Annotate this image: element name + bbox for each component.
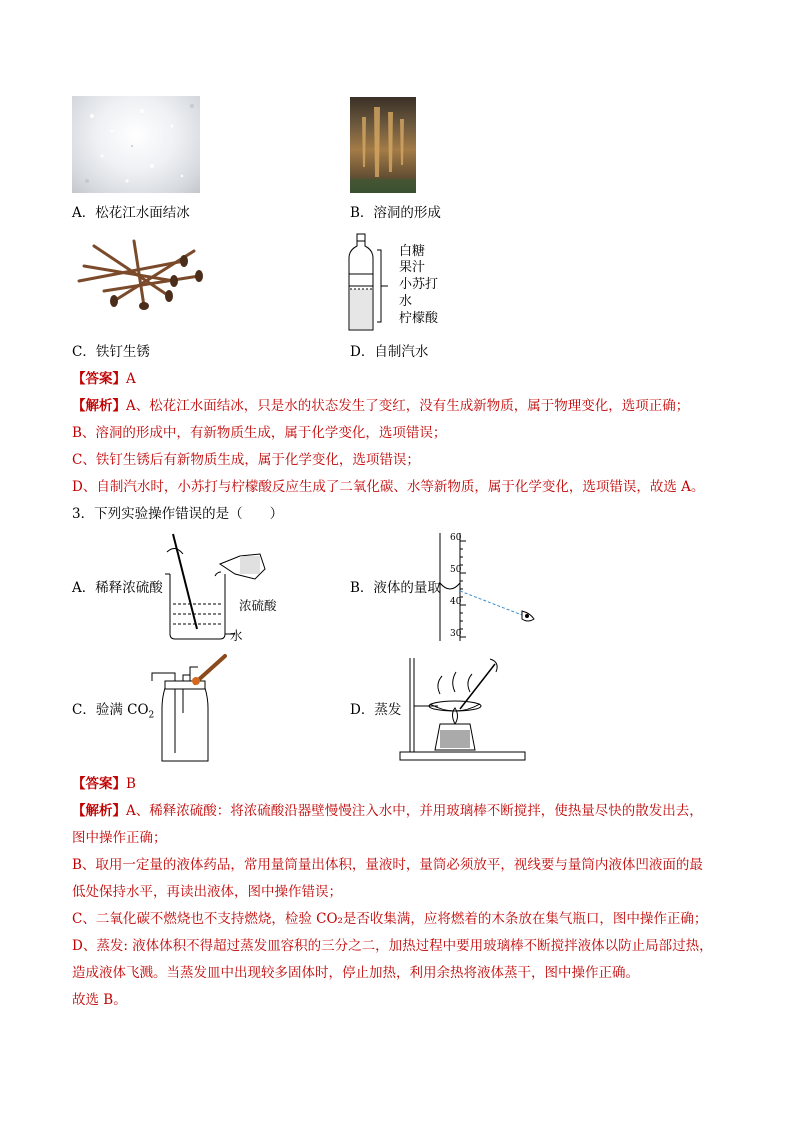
option-b-label: B．溶洞的形成 <box>350 205 441 221</box>
q3-conclusion: 故选 B。 <box>72 992 127 1008</box>
option-d-label: D．自制汽水 <box>350 344 429 360</box>
answer-tag: 【答案】 <box>72 776 126 792</box>
option-a-label: A．松花江水面结冰 <box>72 205 190 221</box>
rusty-nails-image <box>74 236 204 311</box>
q3-option-d-label: D．蒸发 <box>350 702 402 718</box>
q3-analysis-line-3: B、取用一定量的液体药品，常用量筒量出体积，量液时，量筒必须放平，视线要与量筒内液体凹液面的最 <box>72 857 703 873</box>
q3-stem: 3．下列实验操作错误的是（ ） <box>72 506 284 522</box>
q3-analysis-line-7: 造成液体飞溅。当蒸发皿中出现较多固体时，停止加热，利用余热将液体蒸干，图中操作正确。 <box>72 965 639 981</box>
option-c-subscript: 2 <box>148 710 155 721</box>
answer-tag: 【答案】 <box>72 371 126 387</box>
fig-a-acid-label: 浓硫酸 <box>239 598 277 613</box>
q3-option-b-label: B．液体的量取 <box>350 580 441 596</box>
q3-analysis-line-4: 低处保持水平，再读出液体，图中操作错误； <box>72 884 342 900</box>
q3-analysis-line-1 <box>72 801 703 821</box>
co2-collection-figure <box>150 653 240 763</box>
bottle-label-juice: 果汁 <box>399 260 426 275</box>
measuring-cylinder-figure <box>430 533 540 643</box>
analysis-tag: 【解析】 <box>72 398 126 414</box>
dilute-acid-figure <box>165 534 285 644</box>
soda-bottle-image <box>346 234 396 334</box>
q2-analysis-line-3: C、铁钉生锈后有新物质生成，属于化学变化，选项错误； <box>72 452 420 468</box>
bottle-label-baking-soda: 小苏打 <box>399 277 439 292</box>
q2-analysis-line-1 <box>72 396 689 416</box>
option-c-label: C．铁钉生锈 <box>72 344 150 360</box>
answer-value: A <box>126 371 136 387</box>
analysis-tag: 【解析】 <box>72 803 126 819</box>
q3-analysis-line-5: C、二氧化碳不燃烧也不支持燃烧，检验 CO₂是否收集满，应将燃着的木条放在集气瓶口，图中操作正确； <box>72 911 708 927</box>
evaporation-figure <box>400 654 530 764</box>
ice-photo <box>72 96 200 193</box>
analysis-text: A、松花江水面结冰，只是水的状态发生了变红，没有生成新物质，属于物理变化，选项正确； <box>126 398 690 414</box>
bottle-label-citric-acid: 柠檬酸 <box>399 311 439 326</box>
option-c-text: C．验满 CO <box>72 702 149 718</box>
cylinder-tick-40: 40 <box>450 597 462 607</box>
q3-analysis-line-2: 图中操作正确； <box>72 830 167 846</box>
q3-analysis-line-6: D、蒸发: 液体体积不得超过蒸发皿容积的三分之二，加热过程中要用玻璃棒不断搅拌液体以防止局部过热， <box>72 938 713 954</box>
cylinder-tick-30: 30 <box>450 629 462 639</box>
cylinder-tick-50: 50 <box>450 565 462 575</box>
q2-analysis-line-4: D、自制汽水时，小苏打与柠檬酸反应生成了二氧化碳、水等新物质，属于化学变化，选项错误，故选 A。 <box>72 479 705 495</box>
answer-value: B <box>126 776 136 792</box>
fig-a-water-label: 水 <box>230 628 243 643</box>
bottle-label-water: 水 <box>399 294 413 309</box>
q3-option-c-label <box>72 700 154 726</box>
cave-photo <box>350 97 416 193</box>
q3-option-a-label: A．稀释浓硫酸 <box>72 580 163 596</box>
bottle-label-sugar: 白糖 <box>399 244 426 259</box>
analysis-text: A、稀释浓硫酸：将浓硫酸沿器壁慢慢注入水中，并用玻璃棒不断搅拌，使热量尽快的散发出去， <box>126 803 703 819</box>
q3-answer <box>72 774 136 794</box>
cylinder-tick-60: 60 <box>450 533 462 543</box>
q2-analysis-line-2: B、溶洞的形成中，有新物质生成，属于化学变化，选项错误； <box>72 425 447 441</box>
q2-answer <box>72 369 136 389</box>
